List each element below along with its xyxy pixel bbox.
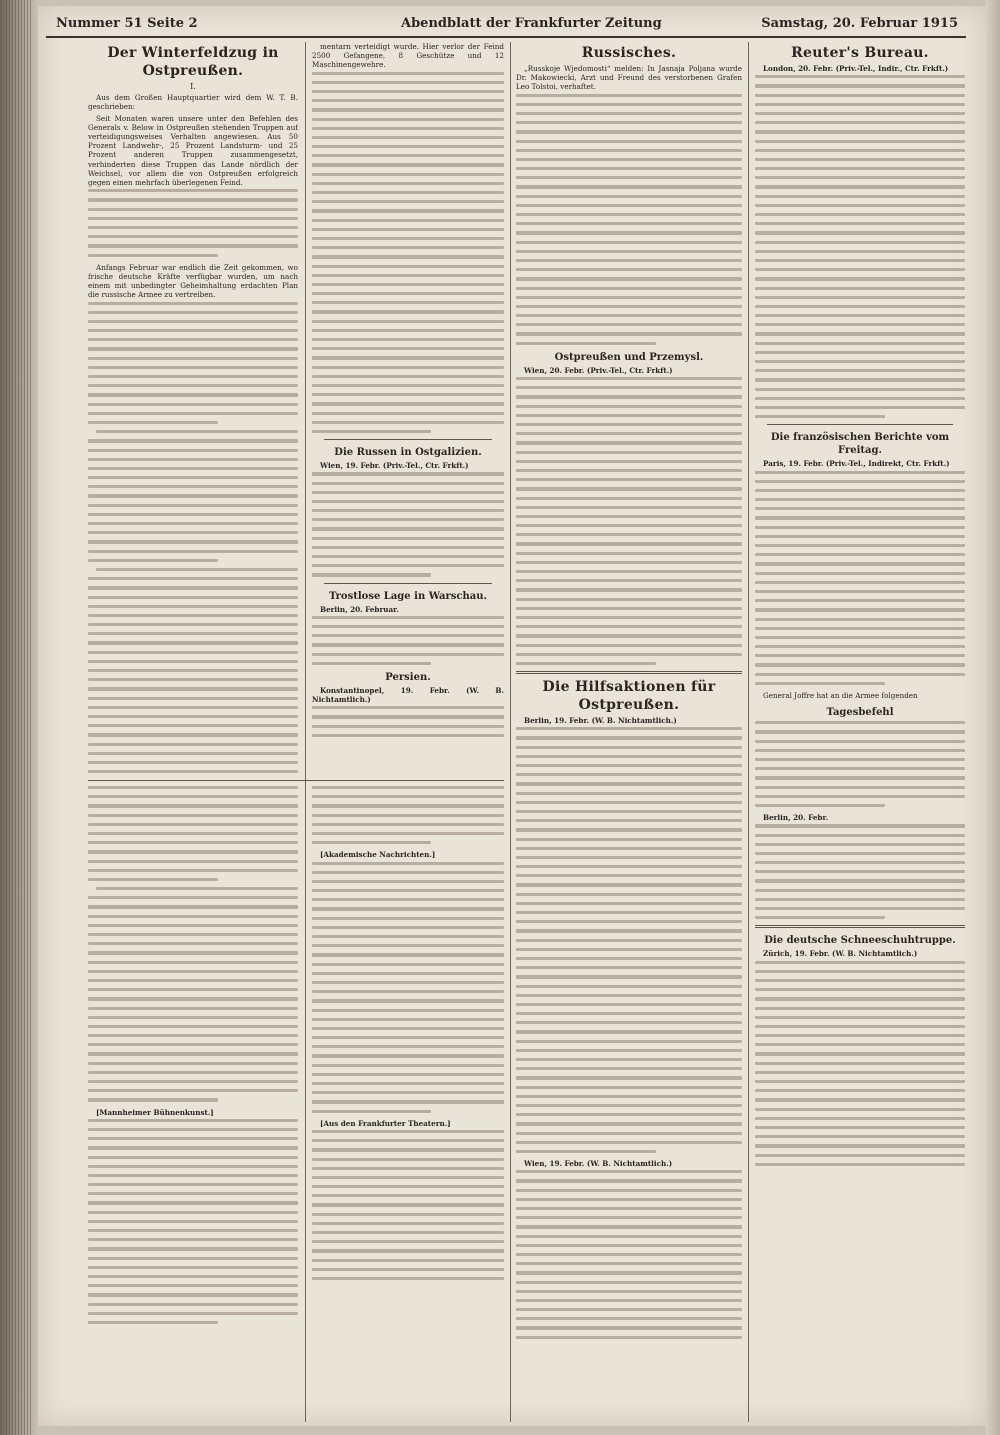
body-text-block	[312, 706, 504, 737]
article-headline: Die deutsche Schneeschuhtruppe.	[764, 935, 956, 947]
body-text-block	[88, 1119, 298, 1324]
body-text-block	[312, 862, 504, 1113]
article-intro: Aus dem Großen Hauptquartier wird dem W. T. B. geschrieben:	[88, 93, 298, 112]
section-divider	[755, 925, 965, 928]
article-part: I.	[190, 82, 196, 91]
feuilleton-heading: [Aus den Frankfurter Theatern.]	[320, 1118, 451, 1128]
body-text-block	[312, 1130, 504, 1280]
feuilleton-rule	[88, 780, 504, 781]
article-headline: Die Hilfsaktionen für Ostpreußen.	[542, 679, 716, 714]
body-text-block	[88, 786, 298, 1102]
dateline: London, 20. Febr. (Priv.-Tel., Indir., Ctr. Frkft.)	[763, 64, 949, 73]
body-text-block	[312, 786, 504, 844]
body-text-block	[312, 72, 504, 434]
feuilleton-heading: [Akademische Nachrichten.]	[320, 850, 436, 860]
column-4	[755, 42, 965, 1412]
page-number: Nummer 51 Seite 2	[56, 16, 198, 31]
article-intro: „Russkoje Wjedomosti“ melden: In Jasnaja Poljana wurde Dr. Makowiecki, Arzt und Freund des verstorbenen Grafen Leo Tolstoi, verhaftet.	[516, 64, 742, 92]
body-text-block	[88, 302, 298, 777]
body-text-block	[88, 189, 298, 257]
article-paragraph: Seit Monaten waren unsere unter den Befehlen des Generals v. Below in Ostpreußen stehenden Truppen auf verteidigungsweises Verhalten angewiesen. Aus 50 Prozent Landwehr-, 25 Prozent Landsturm- und 25 Prozent anderen Truppen zusammengesetzt, verhinderten diese Truppen das Lande nördlich der Weichsel, vor allem die von Ostpreußen erfolgreich gegen einen mehrfach überlegenen Feind.	[88, 113, 298, 188]
column-1	[88, 42, 298, 777]
section-divider	[324, 583, 492, 584]
page-header	[46, 14, 966, 38]
body-text-block	[755, 75, 965, 418]
section-divider	[767, 424, 953, 425]
body-text-block	[516, 1170, 742, 1339]
article-headline: Der Winterfeldzug in Ostpreußen.	[107, 45, 279, 79]
dateline: Berlin, 20. Februar.	[320, 604, 399, 614]
feuilleton-heading: [Mannheimer Bühnenkunst.]	[96, 1107, 214, 1117]
article-paragraph: mentarn verteidigt wurde. Hier verlor der Feind 2500 Gefangene, 8 Geschütze und 12 Maschinengewehre.	[312, 42, 504, 70]
article-headline: Trostlose Lage in Warschau.	[328, 590, 488, 602]
body-text-block	[516, 727, 742, 1153]
body-text-block	[312, 472, 504, 576]
article-paragraph: Anfangs Februar war endlich die Zeit gekommen, wo frische deutsche Kräfte verfügbar wurden, um nach einem mit unbedingter Geheimhaltung erdachten Plan die russische Armee zu vertreiben.	[88, 262, 298, 300]
body-text-block	[516, 94, 742, 345]
body-text-block	[755, 471, 965, 686]
article-paragraph: General Joffre hat an die Armee folgenden	[763, 691, 918, 701]
article-headline: Russisches.	[581, 45, 677, 61]
article-headline: Persien.	[385, 671, 431, 683]
book-spine	[0, 0, 38, 1435]
issue-date: Samstag, 20. Februar 1915	[761, 16, 958, 31]
section-divider	[516, 671, 742, 674]
column-rule	[510, 42, 511, 1422]
dateline: Wien, 20. Febr. (Priv.-Tel., Ctr. Frkft.)	[524, 365, 673, 375]
article-headline: Die französischen Berichte vom Freitag.	[770, 432, 950, 457]
dateline: Berlin, 20. Febr.	[763, 813, 829, 823]
body-text-block	[755, 824, 965, 919]
body-text-block	[312, 616, 504, 665]
body-text-block	[755, 721, 965, 807]
section-divider	[324, 439, 492, 440]
article-subhead: Tagesbefehl	[826, 707, 894, 719]
article-headline: Die Russen in Ostgalizien.	[334, 447, 482, 459]
body-text-block	[516, 377, 742, 665]
dateline: Konstantinopel, 19. Febr. (W. B. Nichtamtlich.)	[312, 685, 504, 705]
feuilleton-column-1	[88, 786, 298, 1416]
column-2	[312, 42, 504, 777]
feuilleton-column-2	[312, 786, 504, 1416]
dateline: Berlin, 19. Febr. (W. B. Nichtamtlich.)	[524, 716, 677, 726]
dateline: Zürich, 19. Febr. (W. B. Nichtamtlich.)	[763, 949, 918, 959]
dateline: Wien, 19. Febr. (Priv.-Tel., Ctr. Frkft.)	[320, 461, 469, 471]
masthead: Abendblatt der Frankfurter Zeitung	[401, 16, 662, 31]
column-rule	[748, 42, 749, 1422]
dateline: Paris, 19. Febr. (Priv.-Tel., Indirekt, Ctr. Frkft.)	[763, 459, 950, 469]
article-subhead: Ostpreußen und Przemysl.	[554, 351, 704, 363]
column-3	[516, 42, 742, 1412]
dateline: Wien, 19. Febr. (W. B. Nichtamtlich.)	[524, 1159, 673, 1169]
article-headline: Reuter's Bureau.	[791, 45, 929, 61]
page-edge	[986, 0, 1000, 1435]
body-text-block	[755, 961, 965, 1166]
column-rule	[305, 42, 306, 1422]
